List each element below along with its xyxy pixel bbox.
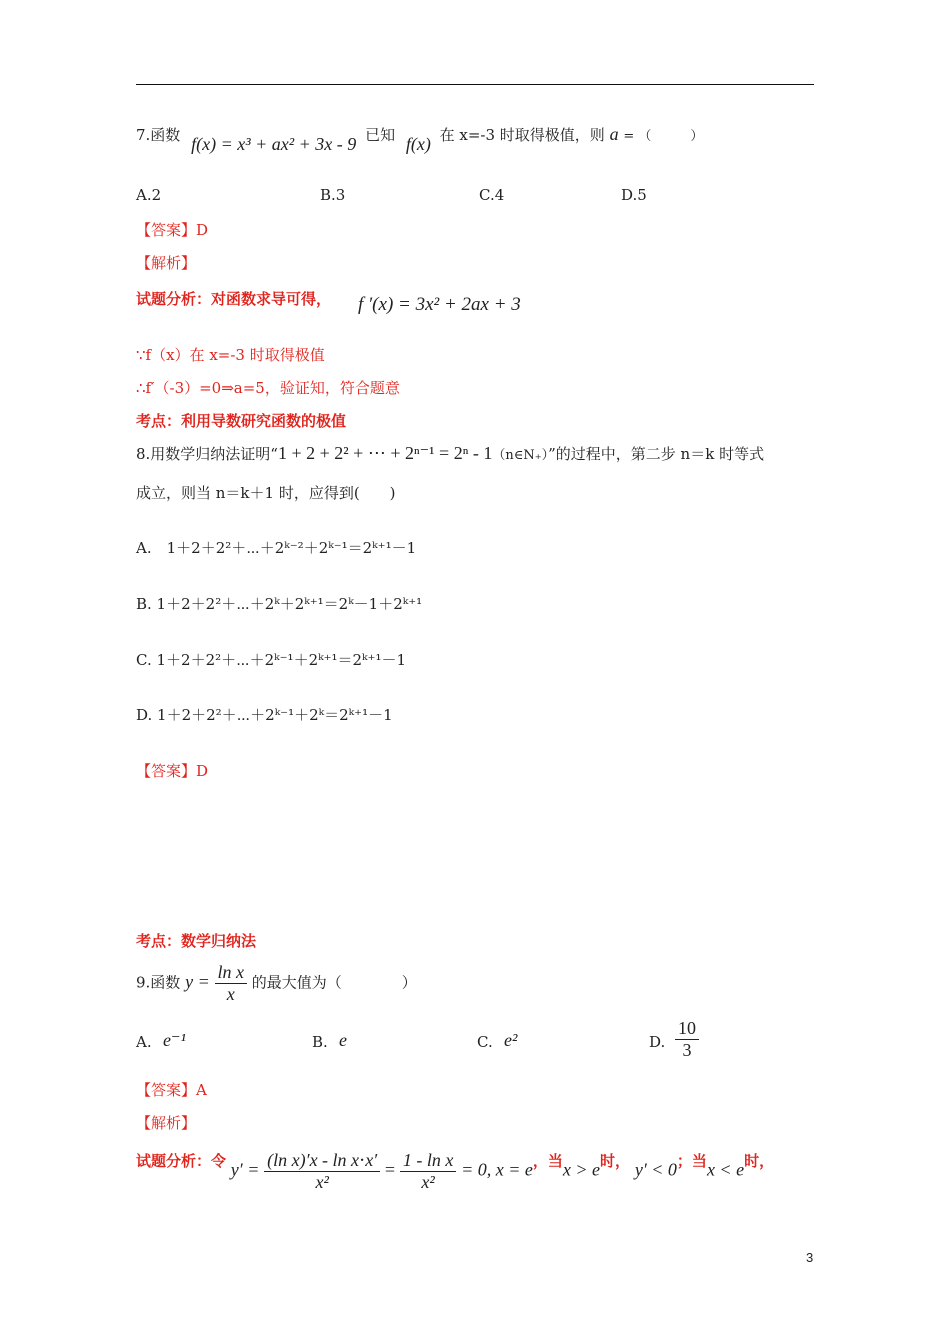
q7-formula: f(x) = x³ + ax² + 3x - 9	[191, 134, 357, 154]
q9-option-d-fraction	[675, 1018, 699, 1061]
q8-condition: （n∈N₊）	[492, 448, 549, 463]
q9-analysis-lead: 试题分析：令	[136, 1151, 227, 1170]
q7-a-var: a	[609, 124, 619, 144]
q7-answer: 【答案】D	[136, 221, 209, 239]
q9-option-c-label: C.	[477, 1033, 493, 1051]
q7-suffix: 在 x=-3 时取得极值，则	[439, 126, 605, 144]
q9-option-a-value: e⁻¹	[163, 1030, 186, 1050]
q9-cond-2: y′ < 0	[634, 1159, 677, 1180]
q7-fx: f(x)	[405, 134, 431, 154]
q8-stem-b: ”的过程中，第二步 n＝k 时等式	[548, 445, 765, 463]
q7-tail: = （ ）	[623, 129, 704, 144]
q9-frac1-num: (ln x)′x - ln x⋅x′	[264, 1150, 380, 1172]
q7-analysis-line2: ∵f（x）在 x=-3 时取得极值	[136, 346, 325, 364]
q7-analysis-line3: ∴f′（-3）=0⇒a=5，验证知，符合题意	[136, 379, 400, 397]
q9-frac2-num: 1 - ln x	[400, 1150, 456, 1172]
q9-result: = 0, x = e	[461, 1159, 533, 1180]
q9-option-d-label: D.	[649, 1033, 666, 1051]
q9-analysis-line	[136, 1150, 774, 1193]
header-rule	[136, 84, 814, 85]
q7-option-b: B.3	[320, 186, 346, 204]
q9-frac1	[264, 1150, 380, 1193]
q9-suffix: 的最大值为（ ）	[251, 973, 417, 992]
q9-option-d-den: 3	[682, 1040, 692, 1060]
q9-option-b-value: e	[339, 1030, 347, 1050]
q7-point: 考点：利用导数研究函数的极值	[136, 412, 347, 430]
q8-formula: 1 + 2 + 2² + ⋯ + 2ⁿ⁻¹ = 2ⁿ - 1	[277, 443, 493, 463]
q9-option-b-label: B.	[312, 1033, 328, 1051]
q7-prefix: 7.函数	[136, 126, 181, 144]
q9-option-a-label: A.	[136, 1033, 152, 1051]
q9-option-d-num: 10	[675, 1018, 699, 1040]
q7-analysis-title: 【解析】	[136, 254, 197, 272]
page-number: 3	[806, 1250, 814, 1265]
q8-stem-line2: 成立，则当 n＝k＋1 时，应得到( )	[136, 484, 396, 502]
q7-option-a: A.2	[136, 186, 162, 204]
q9-option-d-value	[675, 1018, 699, 1061]
q8-option-a: A. 1＋2＋2²＋⋯＋2ᵏ⁻²＋2ᵏ⁻¹＝2ᵏ⁺¹－1	[136, 539, 417, 557]
q7-option-d: D.5	[621, 186, 647, 204]
q9-text-4: 时，	[744, 1151, 775, 1170]
q9-prefix: 9.函数	[136, 973, 181, 992]
q9-answer: 【答案】A	[136, 1081, 207, 1099]
q9-fraction	[215, 962, 248, 1005]
q7-analysis-line1	[136, 288, 331, 309]
q8-option-c: C. 1＋2＋2²＋⋯＋2ᵏ⁻¹＋2ᵏ⁺¹＝2ᵏ⁺¹－1	[136, 651, 407, 669]
q8-stem-a: 8.用数学归纳法证明“	[136, 445, 278, 463]
q7-stem	[136, 124, 704, 154]
q8-point: 考点：数学归纳法	[136, 932, 257, 950]
q9-frac2	[400, 1150, 456, 1193]
q7-derivative: f ′(x) = 3x² + 2ax + 3	[358, 294, 521, 315]
q9-text-1: ，当	[532, 1151, 563, 1170]
q9-cond-3: x < e	[706, 1159, 745, 1180]
q9-frac-num: ln x	[215, 962, 248, 984]
q9-stem	[136, 962, 417, 1005]
q9-frac-den: x	[226, 984, 235, 1004]
q8-stem-line1	[136, 443, 764, 464]
q9-eq: =	[384, 1159, 396, 1180]
q7-option-c: C.4	[479, 186, 505, 204]
q9-y: y =	[185, 971, 210, 992]
q9-cond-1: x > e	[562, 1159, 601, 1180]
q9-text-2: 时，	[600, 1151, 631, 1170]
q9-analysis-title: 【解析】	[136, 1114, 197, 1132]
q8-option-b: B. 1＋2＋2²＋⋯＋2ᵏ＋2ᵏ⁺¹＝2ᵏ－1＋2ᵏ⁺¹	[136, 595, 423, 613]
q9-yprime: y′ =	[230, 1159, 260, 1180]
q8-option-d: D. 1＋2＋2²＋⋯＋2ᵏ⁻¹＋2ᵏ＝2ᵏ⁺¹－1	[136, 706, 393, 724]
q9-frac1-den: x²	[315, 1172, 329, 1192]
q9-frac2-den: x²	[421, 1172, 435, 1192]
q9-option-c-value: e²	[504, 1030, 518, 1050]
q7-mid: 已知	[365, 126, 396, 144]
q9-text-3: ；当	[676, 1151, 707, 1170]
q8-answer: 【答案】D	[136, 762, 209, 780]
q7-analysis-lead: 试题分析：对函数求导可得，	[136, 290, 332, 308]
